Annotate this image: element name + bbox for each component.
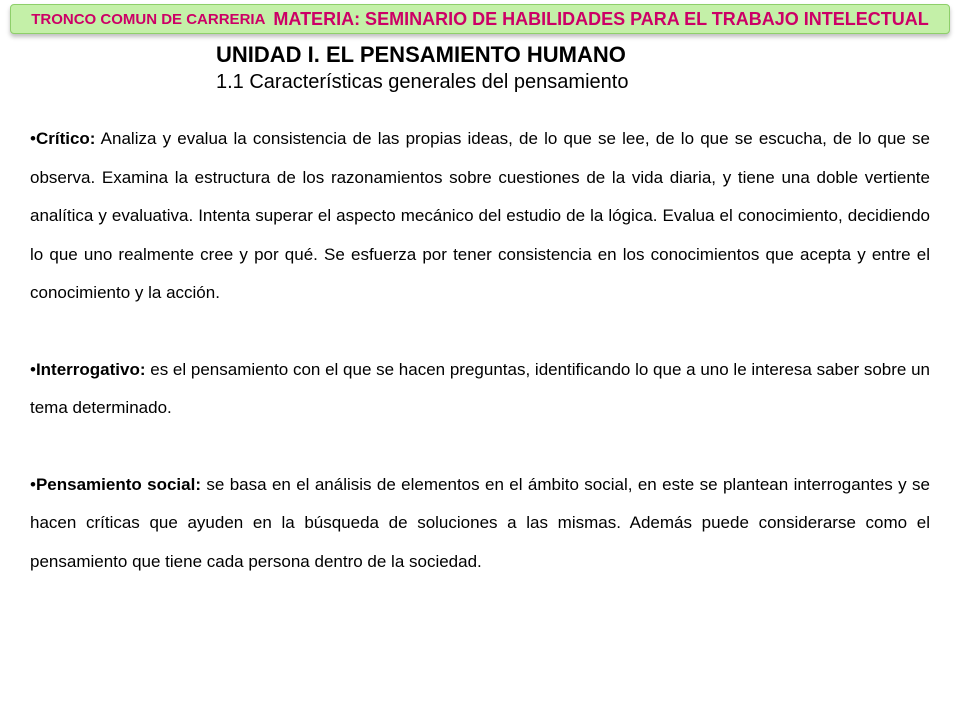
paragraph-pensamiento-social [30,466,930,582]
paragraph-critico [30,120,930,313]
header-subject: MATERIA: SEMINARIO DE HABILIDADES PARA EL TRABAJO INTELECTUAL [273,8,929,29]
header-banner [10,4,950,34]
header-program: TRONCO COMUN DE CARRERIA [31,10,266,28]
term-pensamiento-social: Pensamiento social: [35,474,201,494]
term-critico: Crítico: [35,129,96,148]
text-critico: Analiza y evalua la consistencia de las propias ideas, de lo que se lee, de lo que se escucha, de lo que se observa. Examina la estructura de los razonamientos sobre cuestiones de la vida diaria, y tiene una doble vertiente analítica y evaluativa. Intenta superar el aspecto mecánico del estudio de la lógica. Evalua el conocimiento, decidiendo lo que uno realmente cree y por qué. Se esfuerza por tener consistencia en los conocimientos que acepta y entre el conocimiento y la acción. [30,129,930,302]
content-body [30,120,930,581]
bullet-marker: • [30,359,36,379]
page-subtitle: 1.1 Características generales del pensamiento [216,71,629,93]
text-interrogativo: es el pensamiento con el que se hacen preguntas, identificando lo que a uno le interesa saber sobre un tema determinado. [30,359,930,417]
bullet-marker: • [30,474,36,494]
text-pensamiento-social: se basa en el análisis de elementos en el ámbito social, en este se plantean interrogantes y se hacen críticas que ayuden en la búsqueda de soluciones a las mismas. Además puede considerarse como el pensamiento que tiene cada persona dentro de la sociedad. [30,474,930,571]
paragraph-interrogativo [30,351,930,428]
term-interrogativo: Interrogativo: [35,359,146,379]
page-title: UNIDAD I. EL PENSAMIENTO HUMANO [216,42,626,67]
bullet-marker: • [30,129,36,148]
